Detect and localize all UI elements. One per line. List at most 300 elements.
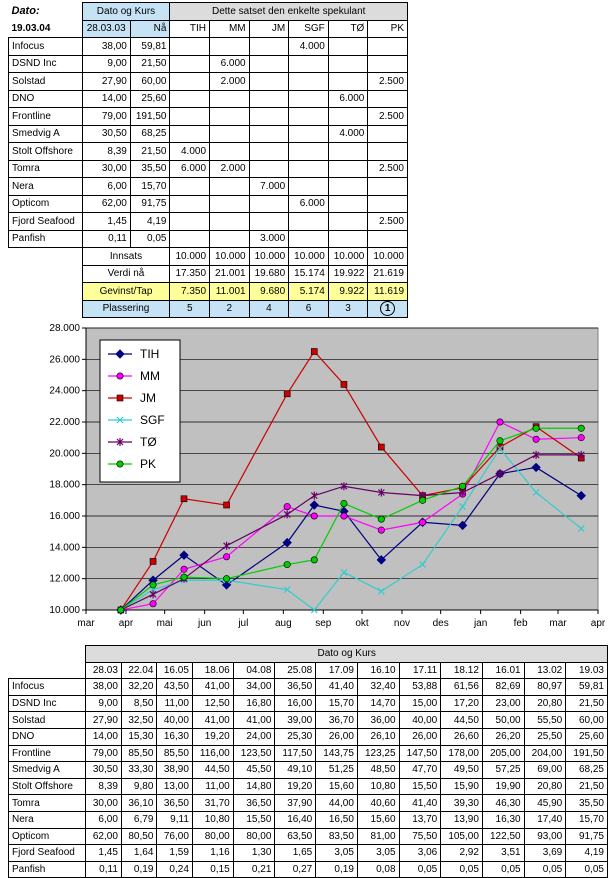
history-row [9, 828, 608, 845]
price-cell: 13,90 [441, 811, 483, 828]
y-tick-label: 26.000 [49, 354, 80, 366]
summary-value: 21.619 [368, 265, 408, 283]
data-point [223, 575, 229, 581]
bet-cell [210, 195, 250, 213]
bottom-header-row-1 [9, 646, 608, 663]
summary-value: 10.000 [289, 248, 329, 266]
data-point [497, 419, 503, 425]
bet-cell [170, 55, 210, 73]
stock-name: Smedvig A [9, 125, 83, 143]
bet-cell: 6.000 [289, 195, 329, 213]
bet-cell [210, 230, 250, 248]
summary-row [9, 300, 408, 318]
stock-name: Opticom [9, 828, 86, 845]
stock-name: DSND Inc [9, 55, 83, 73]
price-cell: 2,92 [441, 845, 483, 862]
blank-cell [9, 248, 83, 266]
bet-cell [210, 90, 250, 108]
price-cell: 15,30 [121, 728, 157, 745]
stock-row [9, 108, 408, 126]
now-price: 60,00 [130, 73, 170, 91]
date-header: 13.02 [524, 662, 566, 679]
data-point [497, 438, 503, 444]
now-price: 191,50 [130, 108, 170, 126]
price-cell: 12,50 [192, 695, 233, 712]
x-tick-label: des [432, 618, 449, 629]
bet-cell [289, 230, 329, 248]
now-price: 21,50 [130, 143, 170, 161]
price-cell: 79,00 [86, 745, 122, 762]
y-tick-label: 14.000 [49, 542, 80, 554]
stock-name: Fjord Seafood [9, 213, 83, 231]
y-tick-label: 16.000 [49, 511, 80, 522]
price-cell: 3,69 [524, 845, 566, 862]
bet-cell: 2.500 [368, 73, 408, 91]
price-cell: 26,00 [399, 728, 441, 745]
price-cell: 83,50 [316, 828, 358, 845]
price-cell: 11,00 [192, 778, 233, 795]
bet-cell [170, 90, 210, 108]
stock-row [9, 38, 408, 56]
price-cell: 38,90 [157, 762, 193, 779]
price-cell: 204,00 [524, 745, 566, 762]
bet-cell [368, 55, 408, 73]
history-row [9, 728, 608, 745]
stock-row [9, 143, 408, 161]
summary-label: Plassering [82, 300, 170, 318]
summary-value: 10.000 [210, 248, 250, 266]
history-row [9, 795, 608, 812]
price-history-table [8, 645, 608, 878]
player-header: SGF [289, 20, 329, 38]
bet-cell [368, 90, 408, 108]
bet-cell: 4.000 [328, 125, 368, 143]
dato-label: Dato: [11, 5, 40, 18]
start-price: 79,00 [82, 108, 130, 126]
price-cell: 25,50 [524, 728, 566, 745]
stock-row [9, 90, 408, 108]
bet-cell [289, 73, 329, 91]
x-tick-label: mar [77, 618, 95, 629]
data-point [341, 381, 347, 387]
price-cell: 25,30 [275, 728, 316, 745]
legend-label: JM [140, 391, 156, 405]
player-header: TIH [170, 20, 210, 38]
bet-cell [249, 90, 289, 108]
bet-cell [368, 178, 408, 196]
legend-label: SGF [140, 413, 165, 427]
summary-label: Innsats [82, 248, 170, 266]
price-cell: 44,00 [316, 795, 358, 812]
bet-cell [289, 160, 329, 178]
start-price: 0,11 [82, 230, 130, 248]
price-cell: 3,06 [399, 845, 441, 862]
price-cell: 17,40 [524, 811, 566, 828]
price-cell: 14,70 [357, 695, 399, 712]
price-cell: 40,00 [157, 712, 193, 729]
history-row [9, 778, 608, 795]
price-cell: 21,50 [566, 778, 608, 795]
stock-name: Nera [9, 178, 83, 196]
bet-cell [170, 38, 210, 56]
price-cell: 63,50 [275, 828, 316, 845]
now-price: 4,19 [130, 213, 170, 231]
blank-cell [9, 662, 86, 679]
bet-cell: 6.000 [210, 55, 250, 73]
blank-cell [9, 300, 83, 318]
history-row [9, 861, 608, 878]
summary-value: 10.000 [170, 248, 210, 266]
data-point [284, 391, 290, 397]
bet-cell [210, 108, 250, 126]
price-cell: 36,50 [275, 679, 316, 696]
history-row [9, 845, 608, 862]
price-cell: 85,50 [121, 745, 157, 762]
price-cell: 39,00 [275, 712, 316, 729]
price-cell: 4,19 [566, 845, 608, 862]
price-cell: 75,50 [399, 828, 441, 845]
data-point [378, 444, 384, 450]
legend-label: TØ [140, 435, 157, 449]
price-cell: 0,05 [566, 861, 608, 878]
summary-row [9, 265, 408, 283]
bet-cell [289, 108, 329, 126]
price-cell: 41,40 [399, 795, 441, 812]
player-header: MM [210, 20, 250, 38]
y-tick-label: 12.000 [49, 573, 80, 585]
price-cell: 0,05 [482, 861, 524, 878]
price-cell: 59,81 [566, 679, 608, 696]
date-header: 17.11 [399, 662, 441, 679]
price-cell: 36,50 [157, 795, 193, 812]
summary-value: 9.680 [249, 283, 289, 301]
bet-cell [328, 55, 368, 73]
price-cell: 61,56 [441, 679, 483, 696]
bet-cell [170, 195, 210, 213]
price-cell: 3,05 [357, 845, 399, 862]
bet-cell [289, 55, 329, 73]
stock-name: Infocus [9, 679, 86, 696]
price-cell: 11,00 [157, 695, 193, 712]
bet-cell [170, 213, 210, 231]
price-cell: 123,25 [357, 745, 399, 762]
price-cell: 81,00 [357, 828, 399, 845]
stock-name: Nera [9, 811, 86, 828]
data-point [223, 554, 229, 560]
price-cell: 36,70 [316, 712, 358, 729]
price-cell: 45,90 [524, 795, 566, 812]
data-point [459, 483, 465, 489]
price-cell: 1,59 [157, 845, 193, 862]
price-cell: 80,97 [524, 679, 566, 696]
stock-name: Panfish [9, 230, 83, 248]
legend-marker [117, 461, 123, 467]
price-cell: 51,25 [316, 762, 358, 779]
price-cell: 0,24 [157, 861, 193, 878]
bet-cell [328, 38, 368, 56]
summary-value: 2 [210, 300, 250, 318]
bet-cell [249, 73, 289, 91]
price-cell: 16,30 [482, 811, 524, 828]
group-dato-kurs: Dato og Kurs [82, 3, 170, 21]
bet-cell: 6.000 [170, 160, 210, 178]
price-cell: 50,00 [482, 712, 524, 729]
bet-cell [368, 143, 408, 161]
price-cell: 15,90 [441, 778, 483, 795]
price-cell: 27,90 [86, 712, 122, 729]
price-cell: 85,50 [157, 745, 193, 762]
col-start-date: 28.03.03 [82, 20, 130, 38]
x-tick-label: nov [393, 618, 411, 629]
date-header: 04.08 [233, 662, 275, 679]
stock-name: Frontline [9, 108, 83, 126]
price-cell: 32,50 [121, 712, 157, 729]
bet-cell [328, 195, 368, 213]
summary-value: 19.922 [328, 265, 368, 283]
summary-value: 10.000 [368, 248, 408, 266]
price-cell: 9,80 [121, 778, 157, 795]
price-cell: 40,60 [357, 795, 399, 812]
price-cell: 44,50 [441, 712, 483, 729]
legend-label: TIH [140, 347, 160, 361]
summary-value: 11.001 [210, 283, 250, 301]
price-cell: 16,80 [233, 695, 275, 712]
price-cell: 15,00 [399, 695, 441, 712]
price-cell: 62,00 [86, 828, 122, 845]
x-tick-label: apr [590, 618, 606, 629]
price-cell: 0,05 [524, 861, 566, 878]
price-cell: 1,65 [275, 845, 316, 862]
price-cell: 16,40 [275, 811, 316, 828]
summary-label: Verdi nå [82, 265, 170, 283]
legend-marker [117, 395, 123, 401]
price-cell: 39,30 [441, 795, 483, 812]
price-cell: 33,30 [121, 762, 157, 779]
price-cell: 178,00 [441, 745, 483, 762]
bet-cell [328, 73, 368, 91]
summary-value: 7.350 [170, 283, 210, 301]
price-cell: 6,79 [121, 811, 157, 828]
start-price: 27,90 [82, 73, 130, 91]
date-header: 19.03 [566, 662, 608, 679]
bet-cell: 7.000 [249, 178, 289, 196]
now-price: 25,60 [130, 90, 170, 108]
price-cell: 41,00 [192, 679, 233, 696]
price-cell: 30,00 [86, 795, 122, 812]
price-cell: 0,05 [441, 861, 483, 878]
summary-value: 10.000 [328, 248, 368, 266]
bet-cell: 2.000 [210, 160, 250, 178]
price-cell: 13,00 [157, 778, 193, 795]
bet-cell: 3.000 [249, 230, 289, 248]
summary-value: 5.174 [289, 283, 329, 301]
stock-row [9, 125, 408, 143]
price-cell: 16,00 [275, 695, 316, 712]
price-cell: 41,40 [316, 679, 358, 696]
price-cell: 3,05 [316, 845, 358, 862]
price-cell: 16,30 [157, 728, 193, 745]
price-cell: 16,50 [316, 811, 358, 828]
history-row [9, 679, 608, 696]
price-cell: 31,70 [192, 795, 233, 812]
price-cell: 1,16 [192, 845, 233, 862]
x-tick-label: sep [315, 618, 332, 629]
price-cell: 32,40 [357, 679, 399, 696]
stock-name: DSND Inc [9, 695, 86, 712]
bet-cell [249, 160, 289, 178]
header-row-1 [9, 3, 408, 21]
bet-cell [249, 195, 289, 213]
bet-cell [289, 178, 329, 196]
bet-cell [249, 125, 289, 143]
bet-cell [328, 230, 368, 248]
now-price: 91,75 [130, 195, 170, 213]
price-cell: 191,50 [566, 745, 608, 762]
price-cell: 19,20 [192, 728, 233, 745]
price-cell: 0,15 [192, 861, 233, 878]
date-header: 28.03 [86, 662, 122, 679]
bet-cell: 4.000 [289, 38, 329, 56]
summary-value: 17.350 [170, 265, 210, 283]
date-header: 16.10 [357, 662, 399, 679]
bet-cell [289, 90, 329, 108]
price-cell: 0,05 [399, 861, 441, 878]
y-tick-label: 24.000 [49, 385, 80, 397]
price-cell: 68,25 [566, 762, 608, 779]
bet-cell: 2.500 [368, 160, 408, 178]
start-price: 38,00 [82, 38, 130, 56]
price-cell: 15,60 [357, 811, 399, 828]
price-cell: 36,50 [233, 795, 275, 812]
bet-cell [249, 143, 289, 161]
stock-name: Smedvig A [9, 762, 86, 779]
stock-row [9, 230, 408, 248]
bet-cell: 2.500 [368, 108, 408, 126]
price-cell: 40,00 [399, 712, 441, 729]
bet-cell [368, 230, 408, 248]
start-price: 30,50 [82, 125, 130, 143]
start-price: 14,00 [82, 90, 130, 108]
summary-value: 10.000 [249, 248, 289, 266]
bet-cell [249, 55, 289, 73]
price-cell: 15,50 [233, 811, 275, 828]
summary-label: Gevinst/Tap [82, 283, 170, 301]
stock-name: Frontline [9, 745, 86, 762]
price-cell: 9,00 [86, 695, 122, 712]
start-price: 30,00 [82, 160, 130, 178]
price-cell: 0,08 [357, 861, 399, 878]
x-tick-label: mai [156, 618, 173, 629]
price-cell: 49,10 [275, 762, 316, 779]
stock-row [9, 195, 408, 213]
summary-value [368, 300, 408, 318]
legend-marker [117, 373, 123, 379]
bet-cell [170, 73, 210, 91]
stock-row [9, 213, 408, 231]
data-point [150, 582, 156, 588]
x-tick-label: mar [549, 618, 567, 629]
price-cell: 48,50 [357, 762, 399, 779]
y-tick-label: 18.000 [49, 479, 80, 491]
group-dato-kurs: Dato og Kurs [86, 646, 608, 663]
portfolio-table [8, 2, 408, 318]
dato-value: 19.03.04 [11, 23, 51, 34]
x-tick-label: jul [238, 618, 249, 629]
stock-name: Tomra [9, 795, 86, 812]
player-header: PK [368, 20, 408, 38]
winner-circle: 1 [380, 301, 395, 316]
price-cell: 80,00 [192, 828, 233, 845]
bet-cell [210, 143, 250, 161]
price-cell: 80,00 [233, 828, 275, 845]
price-cell: 26,10 [357, 728, 399, 745]
price-cell: 14,80 [233, 778, 275, 795]
stock-name: Tomra [9, 160, 83, 178]
price-cell: 80,50 [121, 828, 157, 845]
price-cell: 47,70 [399, 762, 441, 779]
price-cell: 1,45 [86, 845, 122, 862]
price-cell: 0,21 [233, 861, 275, 878]
price-cell: 0,19 [316, 861, 358, 878]
price-cell: 0,11 [86, 861, 122, 878]
summary-value: 5 [170, 300, 210, 318]
data-point [578, 425, 584, 431]
data-point [181, 574, 187, 580]
x-tick-label: feb [513, 618, 528, 629]
price-cell: 8,50 [121, 695, 157, 712]
price-cell: 25,60 [566, 728, 608, 745]
bet-cell: 2.000 [210, 73, 250, 91]
price-cell: 91,75 [566, 828, 608, 845]
bet-cell [368, 38, 408, 56]
price-cell: 8,39 [86, 778, 122, 795]
price-cell: 49,50 [441, 762, 483, 779]
history-row [9, 695, 608, 712]
data-point [150, 601, 156, 607]
summary-value: 9.922 [328, 283, 368, 301]
start-price: 62,00 [82, 195, 130, 213]
bottom-header-row-2 [9, 662, 608, 679]
price-cell: 93,00 [524, 828, 566, 845]
price-cell: 21,50 [566, 695, 608, 712]
date-header: 25.08 [275, 662, 316, 679]
bet-cell [170, 108, 210, 126]
stock-name: Panfish [9, 861, 86, 878]
now-price: 0,05 [130, 230, 170, 248]
date-header: 16.01 [482, 662, 524, 679]
bet-cell [249, 213, 289, 231]
price-cell: 17,20 [441, 695, 483, 712]
stock-row [9, 178, 408, 196]
price-cell: 116,00 [192, 745, 233, 762]
price-cell: 19,20 [275, 778, 316, 795]
blank-cell [9, 265, 83, 283]
stock-name: Fjord Seafood [9, 845, 86, 862]
summary-value: 4 [249, 300, 289, 318]
legend-label: MM [140, 369, 160, 383]
player-header: TØ [328, 20, 368, 38]
price-cell: 15,60 [316, 778, 358, 795]
price-cell: 69,00 [524, 762, 566, 779]
bet-cell [328, 213, 368, 231]
data-point [181, 566, 187, 572]
price-cell: 34,00 [233, 679, 275, 696]
bet-cell [328, 160, 368, 178]
y-tick-label: 20.000 [49, 448, 80, 460]
price-cell: 23,00 [482, 695, 524, 712]
price-cell: 117,50 [275, 745, 316, 762]
price-cell: 60,00 [566, 712, 608, 729]
